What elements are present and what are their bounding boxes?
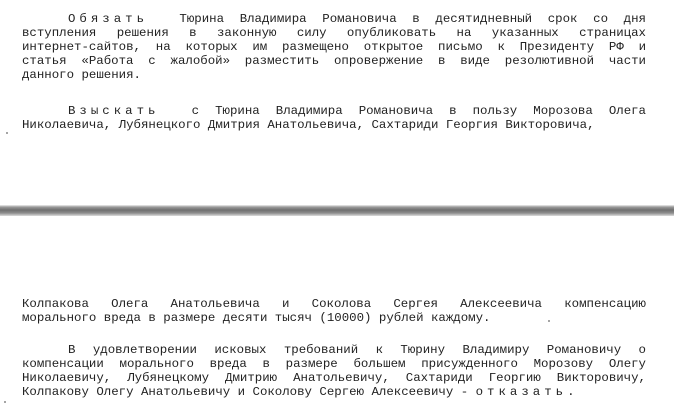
text-line: морального вреда в размере десяти тысяч (10000) рублей каждому. xyxy=(22,311,491,325)
text-line: компенсации морального вреда в размере большем присужденного Морозову Олегу xyxy=(22,357,646,371)
document-page-bottom xyxy=(0,216,674,415)
emphasis-obligate: Обязать xyxy=(68,12,149,26)
text-line-content: с Тюрина Владимира Романовича в пользу Морозова Олега xyxy=(191,104,646,118)
scan-speck xyxy=(4,401,6,403)
paragraph-continuation xyxy=(22,297,646,325)
text-line xyxy=(22,104,646,118)
text-line: статья «Работа с жалобой» разместить опровержение в виде резолютивной части xyxy=(22,54,646,68)
text-line: вступления решения в законную силу опубликовать на указанных страницах xyxy=(22,26,646,40)
text-line xyxy=(22,12,646,26)
scan-speck xyxy=(548,320,550,322)
emphasis-recover: Взыскать xyxy=(68,104,160,118)
text-line: Николаевичу, Лубянецкому Дмитрию Анатольевичу, Сахтариди Георгию Викторовичу, xyxy=(22,371,646,385)
paragraph-recover xyxy=(22,104,646,132)
text-line: В удовлетворении исковых требований к Тюрину Владимиру Романовичу о xyxy=(68,343,646,357)
text-line xyxy=(22,385,646,399)
text-line-content: Тюрина Владимира Романовича в десятидневный срок со дня xyxy=(179,12,646,26)
text-line: Колпакова Олега Анатольевича и Соколова Сергея Алексеевича компенсацию xyxy=(22,297,646,311)
text-line: Николаевича, Лубянецкого Дмитрия Анатольевича, Сахтариди Георгия Викторовича, xyxy=(22,118,595,132)
paragraph-obligate xyxy=(22,12,646,82)
emphasis-refuse: откaзать. xyxy=(475,385,579,399)
text-line: данного решения. xyxy=(22,68,141,82)
text-line-content: Колпакову Олегу Анатольевичу и Соколову Сергею Алексеевичу - xyxy=(22,385,469,399)
paragraph-refuse xyxy=(22,343,646,399)
scan-speck xyxy=(6,132,8,134)
document-page-top xyxy=(0,0,674,205)
page-break-divider xyxy=(0,205,674,216)
text-line: интернет-сайтов, на которых им размещено открытое письмо к Президенту РФ и xyxy=(22,40,646,54)
